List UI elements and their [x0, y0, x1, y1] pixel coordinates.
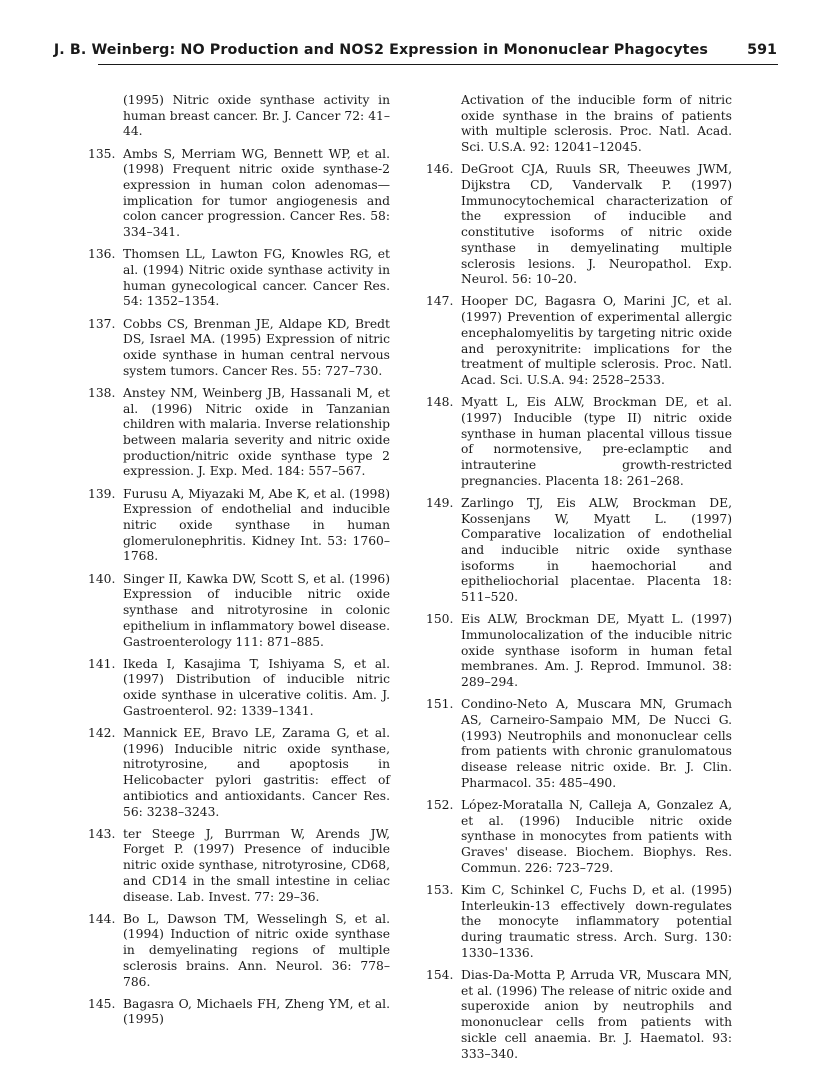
reference-item — [88, 386, 390, 480]
reference-text: Bagasra O, Michaels FH, Zheng YM, et al. (1995) — [123, 996, 390, 1027]
reference-item — [426, 883, 732, 962]
reference-item — [88, 487, 390, 566]
reference-column-left — [88, 93, 390, 1035]
reference-item — [88, 726, 390, 820]
reference-text: Ikeda I, Kasajima T, Ishiyama S, et al. (1997) Distribution of inducible nitric oxide synthase in ulcerative colitis. Am. J. Gastroenterol. 92: 1339–1341. — [123, 656, 390, 718]
reference-number: 150. — [426, 612, 454, 627]
reference-text: Myatt L, Eis ALW, Brockman DE, et al. (1997) Inducible (type II) nitric oxide synthase in human placental villous tissue of normotensive, pre-eclamptic and intrauterine growth-restricted pregnancies. Placenta 18: 261–268. — [461, 395, 732, 488]
reference-number: 152. — [426, 798, 454, 813]
reference-number: 151. — [426, 697, 454, 712]
reference-item — [88, 147, 390, 241]
reference-item — [426, 798, 732, 877]
reference-text: Dias-Da-Motta P, Arruda VR, Muscara MN, et al. (1996) The release of nitric oxide and superoxide anion by neutrophils and mononuclear cells from patients with sickle cell anaemia. Br. J. Haematol. 93: 333–340. — [461, 968, 732, 1061]
reference-number: 139. — [88, 486, 116, 501]
reference-number: 138. — [88, 385, 116, 400]
reference-number: 145. — [88, 996, 116, 1011]
reference-item — [426, 612, 732, 691]
reference-item — [88, 827, 390, 906]
reference-text: Kim C, Schinkel C, Fuchs D, et al. (1995) Interleukin-13 effectively down-regulates the monocyte inflammatory potential during traumatic stress. Arch. Surg. 130: 1330–1336. — [461, 883, 732, 960]
reference-text: Condino-Neto A, Muscara MN, Grumach AS, Carneiro-Sampaio MM, De Nucci G. (1993) Neutrophils and mononuclear cells from patients with chronic granulomatous disease release nitric oxide. Br. J. Clin. Pharmacol. 35: 485–490. — [461, 697, 732, 790]
reference-number: 153. — [426, 883, 454, 898]
reference-item — [88, 997, 390, 1028]
page-number: 591 — [747, 42, 777, 58]
reference-item — [426, 162, 732, 288]
reference-number: 135. — [88, 146, 116, 161]
reference-item — [426, 294, 732, 388]
header-rule — [98, 64, 778, 65]
reference-text: Activation of the inducible form of nitric oxide synthase in the brains of patients with multiple sclerosis. Proc. Natl. Acad. Sci. U.S.A. 92: 12041–12045. — [461, 93, 732, 155]
reference-item — [426, 93, 732, 156]
running-title: J. B. Weinberg: NO Production and NOS2 Expression in Mononuclear Phagocytes — [53, 42, 708, 58]
reference-item — [426, 395, 732, 489]
running-header — [0, 36, 816, 66]
reference-text: (1995) Nitric oxide synthase activity in human breast cancer. Br. J. Cancer 72: 41–44. — [123, 93, 390, 139]
reference-number: 136. — [88, 247, 116, 262]
reference-item — [426, 496, 732, 606]
reference-item — [426, 968, 732, 1062]
reference-column-right — [426, 93, 732, 1069]
reference-text: Hooper DC, Bagasra O, Marini JC, et al. (1997) Prevention of experimental allergic encephalomyelitis by targeting nitric oxide and peroxynitrite: implications for the treatment of multiple sclerosis. Proc. Natl. Acad. Sci. U.S.A. 94: 2528–2533. — [461, 294, 732, 387]
reference-text: Singer II, Kawka DW, Scott S, et al. (1996) Expression of inducible nitric oxide synthase and nitrotyrosine in colonic epithelium in inflammatory bowel disease. Gastroenterology 111: 871–885. — [123, 571, 390, 649]
reference-text: DeGroot CJA, Ruuls SR, Theeuwes JWM, Dijkstra CD, Vandervalk P. (1997) Immunocytochemical characterization of the expression of inducible and constitutive isoforms of nitric oxide synthase in demyelinating multiple sclerosis lesions. J. Neuropathol. Exp. Neurol. 56: 10–20. — [461, 162, 732, 287]
reference-item — [88, 247, 390, 310]
reference-number: 147. — [426, 294, 454, 309]
reference-number: 141. — [88, 656, 116, 671]
reference-text: Mannick EE, Bravo LE, Zarama G, et al. (1996) Inducible nitric oxide synthase, nitrotyrosine, and apoptosis in Helicobacter pylori gastritis: effect of antibiotics and antioxidants. Cancer Res. 56: 3238–3243. — [123, 726, 390, 819]
reference-number: 140. — [88, 571, 116, 586]
reference-number: 142. — [88, 726, 116, 741]
reference-text: Cobbs CS, Brenman JE, Aldape KD, Bredt DS, Israel MA. (1995) Expression of nitric oxide synthase in human central nervous system tumors. Cancer Res. 55: 727–730. — [123, 316, 390, 378]
reference-number: 137. — [88, 316, 116, 331]
reference-text: Anstey NM, Weinberg JB, Hassanali M, et al. (1996) Nitric oxide in Tanzanian children with malaria. Inverse relationship between malaria severity and nitric oxide production/nitric oxide synthase type 2 expression. J. Exp. Med. 184: 557–567. — [123, 385, 391, 479]
reference-number: 148. — [426, 395, 454, 410]
reference-text: Eis ALW, Brockman DE, Myatt L. (1997) Immunolocalization of the inducible nitric oxide synthase isoform in human fetal membranes. Am. J. Reprod. Immunol. 38: 289–294. — [461, 612, 732, 690]
reference-number: 143. — [88, 826, 116, 841]
reference-text: Thomsen LL, Lawton FG, Knowles RG, et al. (1994) Nitric oxide synthase activity in human gynecological cancer. Cancer Res. 54: 1352–1354. — [123, 247, 390, 309]
reference-item — [88, 912, 390, 991]
reference-text: Ambs S, Merriam WG, Bennett WP, et al. (1998) Frequent nitric oxide synthase-2 expression in human colon adenomas—implication for tumor angiogenesis and colon cancer progression. Cancer Res. 58: 334–341. — [123, 146, 390, 240]
reference-text: Bo L, Dawson TM, Wesselingh S, et al. (1994) Induction of nitric oxide synthase in demyelinating regions of multiple sclerosis brains. Ann. Neurol. 36: 778–786. — [123, 911, 390, 989]
reference-number: 154. — [426, 968, 454, 983]
reference-text: Furusu A, Miyazaki M, Abe K, et al. (1998) Expression of endothelial and inducible nitric oxide synthase in human glomerulonephritis. Kidney Int. 53: 1760–1768. — [123, 486, 390, 564]
reference-number: 144. — [88, 911, 116, 926]
reference-number: 149. — [426, 495, 454, 510]
reference-item — [426, 697, 732, 791]
reference-text: ter Steege J, Burrman W, Arends JW, Forget P. (1997) Presence of inducible nitric oxide synthase, nitrotyrosine, CD68, and CD14 in the small intestine in celiac disease. Lab. Invest. 77: 29–36. — [123, 826, 390, 904]
reference-text: López-Moratalla N, Calleja A, Gonzalez A, et al. (1996) Inducible nitric oxide synthase in monocytes from patients with Graves' disease. Biochem. Biophys. Res. Commun. 226: 723–729. — [461, 798, 732, 875]
reference-item — [88, 657, 390, 720]
reference-item — [88, 572, 390, 651]
reference-number: 146. — [426, 162, 454, 177]
reference-text: Zarlingo TJ, Eis ALW, Brockman DE, Kossenjans W, Myatt L. (1997) Comparative localization of endothelial and inducible nitric oxide synthase isoforms in haemochorial and epitheliochorial placentae. Placenta 18: 511–520. — [461, 495, 732, 605]
reference-item — [88, 93, 390, 140]
reference-item — [88, 317, 390, 380]
